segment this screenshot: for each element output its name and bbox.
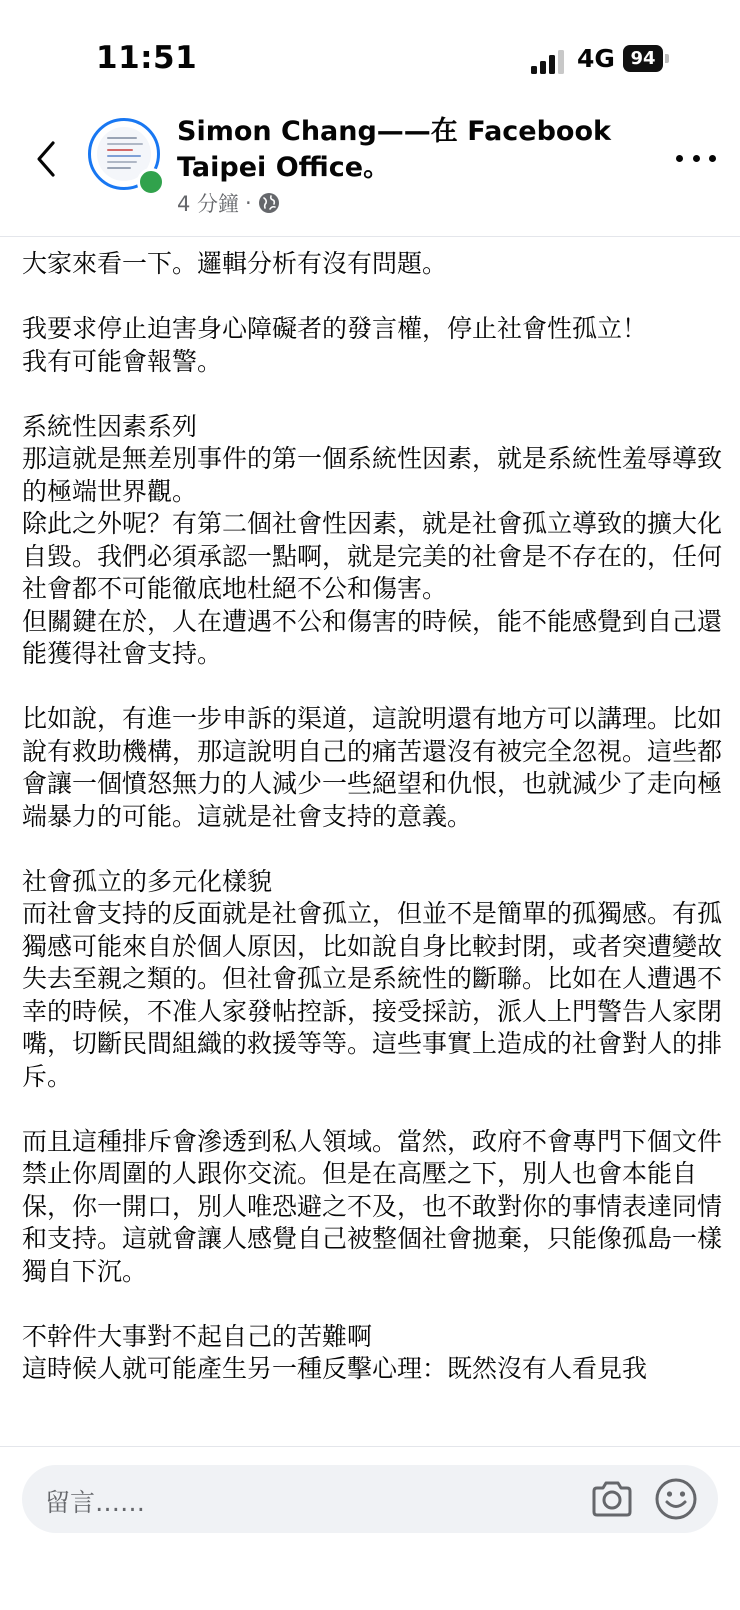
more-dot-icon [709,155,716,162]
battery-icon [623,45,669,72]
battery-level: 94 [623,45,663,72]
more-options-button[interactable] [676,148,716,168]
chevron-left-icon [35,140,57,178]
post-paragraph: 比如說，有進一步申訴的渠道，這說明還有地方可以講理。比如說有救助機構，那這說明自己的痛苦還沒有被完全忽視。這些都會讓一個憤怒無力的人減少一些絕望和仇恨，也就減少了走向極端暴力的可能。這就是社會支持的意義。 [22,704,722,831]
post-paragraph: 社會孤立的多元化樣貌 而社會支持的反面就是社會孤立，但並不是簡單的孤獨感。有孤獨感可能來自於個人原因，比如說自身比較封閉，或者突遭變故失去至親之類的。但社會孤立是系統性的斷聯。比如在人遭遇不幸的時候，不准人家發帖控訴，接受採訪，派人上門警告人家閉嘴，切斷民間組織的救援等等。這些事實上造成的社會對人的排斥。 [22,866,722,1091]
post-paragraph: 大家來看一下。邏輯分析有沒有問題。 [22,249,448,278]
signal-icon [531,50,565,74]
network-type: 4G [577,44,615,73]
comment-field[interactable] [22,1465,718,1533]
more-dot-icon [693,155,700,162]
post-paragraph: 而且這種排斥會滲透到私人領域。當然，政府不會專門下個文件禁止你周圍的人跟你交流。但是在高壓之下，別人也會本能自保，你一開口，別人唯恐避之不及，也不敢對你的事情表達同情和支持。這就會讓人感覺自己被整個社會拋棄，只能像孤島一樣獨自下沉。 [22,1126,722,1286]
post-header [0,110,740,237]
post-author-title[interactable]: Simon Chang——在 Facebook Taipei Office。 [177,116,611,183]
globe-icon[interactable] [258,192,280,214]
back-button[interactable] [26,134,66,184]
post-paragraph: 我要求停止迫害身心障礙者的發言權，停止社會性孤立！ 我有可能會報警。 [22,314,648,376]
post-time[interactable]: 4 分鐘 [177,192,240,216]
status-time: 11:51 [96,40,198,76]
more-dot-icon [676,155,683,162]
post-paragraph: 不幹件大事對不起自己的苦難啊 這時候人就可能產生另一種反擊心理：既然沒有人看見我 [22,1321,648,1383]
emoji-icon[interactable] [654,1477,698,1521]
camera-icon[interactable] [590,1477,634,1521]
post-meta [177,188,280,218]
comment-bar [0,1446,740,1610]
meta-separator: · [245,191,252,215]
online-status-dot [137,168,165,196]
status-bar [0,0,740,110]
post-body [22,248,722,1444]
post-paragraph: 系統性因素系列 那這就是無差別事件的第一個系統性因素，就是系統性羞辱導致的極端世界觀。 除此之外呢？有第二個社會性因素，就是社會孤立導致的擴大化自毀。我們必須承認一點啊，就是完美的社會是不存在的，任何社會都不可能徹底地杜絕不公和傷害。 但關鍵在於，人在遭遇不公和傷害的時候，能不能感覺到自己還能獲得社會支持。 [22,411,722,668]
comment-input[interactable]: 留言…… [45,1488,146,1517]
